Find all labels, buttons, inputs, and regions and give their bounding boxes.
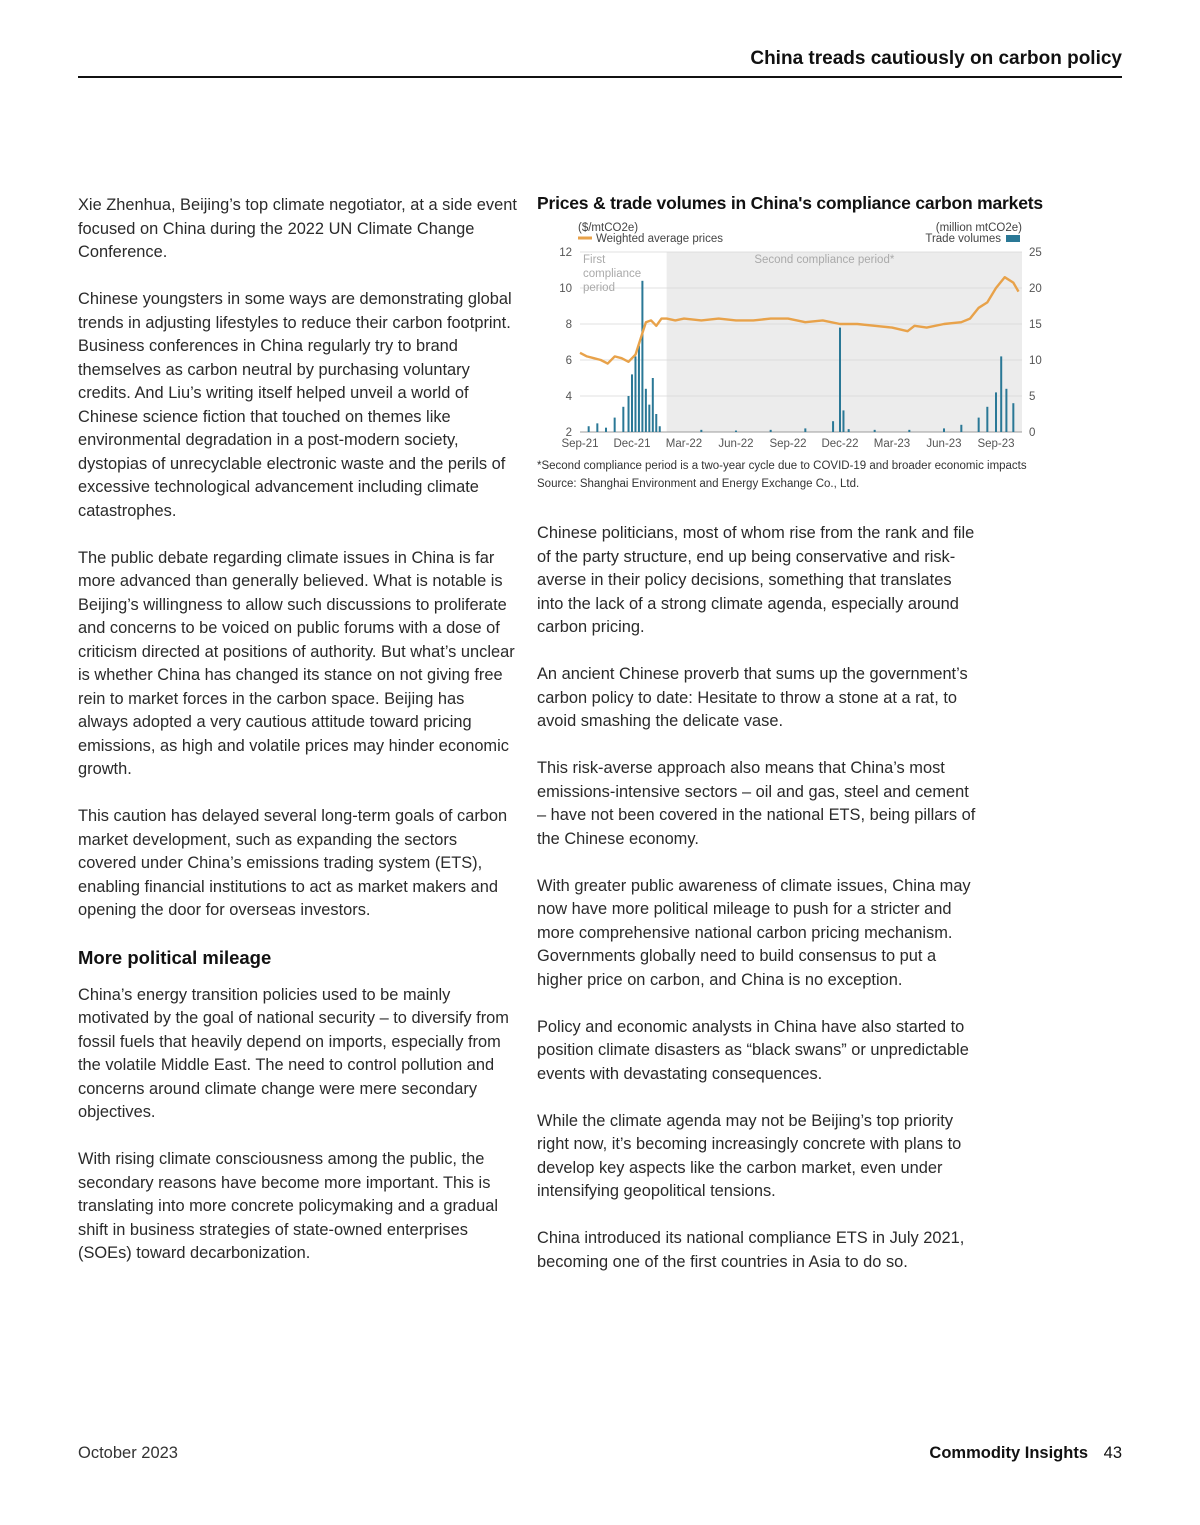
x-tick-label: Dec-22 bbox=[821, 438, 859, 450]
chart-title: Prices & trade volumes in China's compliance carbon markets bbox=[537, 193, 1043, 213]
left-tick-label: 10 bbox=[559, 283, 572, 295]
volume-bar bbox=[659, 426, 661, 432]
volume-bar bbox=[652, 378, 654, 432]
volume-bar bbox=[908, 430, 910, 432]
volume-bar bbox=[832, 421, 834, 432]
right-tick-label: 0 bbox=[1029, 427, 1036, 439]
volume-legend-label: Trade volumes bbox=[925, 233, 1001, 245]
volume-legend-swatch bbox=[1006, 235, 1020, 242]
volume-bar bbox=[995, 392, 997, 432]
paragraph: The public debate regarding climate issues in China is far more advanced than generally believed. What is notable is Beijing’s willingness to allow such discussions to proliferate and concerns to be voiced on public forums with a dose of criticism directed at positions of authority. But what’s unclear is whether China has changed its stance on not giving free rein to market forces in the carbon space. Beijing has always adopted a very cautious attitude toward pricing emissions, as high and volatile prices may hinder economic growth. bbox=[78, 548, 515, 778]
volume-bar bbox=[848, 429, 850, 432]
left-tick-label: 4 bbox=[565, 391, 572, 403]
paragraph: With rising climate consciousness among the public, the secondary reasons have become more important. This is translating into more concrete policymaking and a gradual shift in business strategies of state-owned enterprises (SOEs) toward decarbonization. bbox=[78, 1150, 499, 1262]
paragraph: China introduced its national compliance ETS in July 2021, becoming one of the first countries in Asia to do so. bbox=[537, 1229, 965, 1271]
volume-bar bbox=[978, 418, 980, 432]
volume-bar bbox=[804, 428, 806, 432]
volume-bar bbox=[614, 418, 616, 432]
volume-bar bbox=[960, 425, 962, 432]
first-period-label: compliance bbox=[583, 268, 642, 280]
volume-bar bbox=[631, 374, 633, 432]
left-axis-unit: ($/mtCO2e) bbox=[578, 222, 639, 234]
paragraph: Chinese youngsters in some ways are demonstrating global trends in adjusting lifestyles to reduce their carbon footprint. Business conferences in China regularly try to brand themselves as carbon neutral by purchasing voluntary credits. And Liu’s writing itself helped unveil a world of Chinese science fiction that touched on themes like environmental degradation in a post-modern society, dystopias of unrecyclable electronic waste and the perils of excessive technological advancement including climate catastrophes. bbox=[78, 290, 512, 520]
paragraph: This caution has delayed several long-term goals of carbon market development, such as expanding the sectors covered under China’s emissions trading system (ETS), enabling financial institutions to act as market makers and opening the door for overseas investors. bbox=[78, 807, 508, 919]
right-tick-label: 25 bbox=[1029, 247, 1042, 259]
volume-bar bbox=[700, 430, 702, 432]
second-period-shade bbox=[667, 252, 1022, 432]
right-axis-unit: (million mtCO2e) bbox=[935, 222, 1022, 234]
paragraph: With greater public awareness of climate issues, China may now have more political mileage to push for a stricter and more comprehensive national carbon pricing mechanism. Governments globally need to build consensus to put a higher price on carbon, and China is no exception. bbox=[537, 876, 971, 989]
volume-bar bbox=[622, 407, 624, 432]
right-tick-label: 20 bbox=[1029, 283, 1042, 295]
volume-bar bbox=[641, 281, 643, 432]
chart-source: Source: Shanghai Environment and Energy Exchange Co., Ltd. bbox=[537, 478, 860, 490]
volume-bar bbox=[1012, 403, 1014, 432]
volume-bar bbox=[588, 426, 590, 432]
carbon-market-chart bbox=[537, 218, 1042, 454]
paragraph: Policy and economic analysts in China have also started to position climate disasters as “black swans” or unpredictable events with devastating consequences. bbox=[537, 1017, 969, 1083]
volume-bar bbox=[634, 356, 636, 432]
left-tick-label: 12 bbox=[559, 247, 572, 259]
chart-footnote: *Second compliance period is a two-year cycle due to COVID-19 and broader economic impacts bbox=[537, 460, 1027, 472]
chart-notes bbox=[537, 457, 1027, 493]
volume-bar bbox=[645, 389, 647, 432]
right-column bbox=[537, 522, 977, 1298]
right-tick-label: 10 bbox=[1029, 355, 1042, 367]
x-tick-label: Mar-23 bbox=[873, 438, 911, 450]
x-tick-label: Jun-23 bbox=[926, 438, 962, 450]
volume-bar bbox=[638, 346, 640, 432]
paragraph: This risk-averse approach also means that China’s most emissions-intensive sectors – oil and gas, steel and cement – have not been covered in the national ETS, being pillars of the Chinese economy. bbox=[537, 759, 976, 848]
header-rule bbox=[78, 76, 1122, 78]
left-tick-label: 6 bbox=[565, 355, 572, 367]
volume-bar bbox=[839, 328, 841, 432]
right-tick-label: 5 bbox=[1029, 391, 1036, 403]
volume-bar bbox=[655, 414, 657, 432]
x-tick-label: Dec-21 bbox=[613, 438, 651, 450]
volume-bar bbox=[986, 407, 988, 432]
x-tick-label: Mar-22 bbox=[665, 438, 703, 450]
page-number: 43 bbox=[1103, 1444, 1122, 1462]
volume-bar bbox=[628, 396, 630, 432]
section-heading: More political mileage bbox=[78, 947, 272, 968]
volume-bar bbox=[1000, 356, 1002, 432]
first-period-label: period bbox=[583, 282, 615, 294]
volume-bar bbox=[943, 428, 945, 432]
paragraph: An ancient Chinese proverb that sums up the government’s carbon policy to date: Hesitate to throw a stone at a rat, to avoid smashing the delicate vase. bbox=[537, 665, 968, 730]
left-tick-label: 8 bbox=[565, 319, 572, 331]
price-legend-label: Weighted average prices bbox=[596, 233, 723, 245]
right-tick-label: 15 bbox=[1029, 319, 1042, 331]
volume-bar bbox=[770, 430, 772, 432]
paragraph: While the climate agenda may not be Beijing’s top priority right now, it’s becoming increasingly concrete with plans to develop key aspects like the carbon market, even under intensifying geopolitical tensions. bbox=[537, 1111, 962, 1200]
volume-bar bbox=[605, 428, 607, 432]
footer-date: October 2023 bbox=[78, 1444, 178, 1462]
volume-bar bbox=[596, 423, 598, 432]
x-tick-label: Sep-22 bbox=[769, 438, 807, 450]
footer-brand: Commodity Insights bbox=[929, 1444, 1088, 1462]
paragraph: China’s energy transition policies used to be mainly motivated by the goal of national security – to diversify from fossil fuels that heavily depend on imports, especially from the volatile Middle East. The need to control pollution and concerns around climate change were mere secondary objectives. bbox=[78, 985, 509, 1121]
volume-bar bbox=[842, 410, 844, 432]
volume-bar bbox=[874, 430, 876, 432]
x-tick-label: Sep-23 bbox=[977, 438, 1015, 450]
paragraph: Xie Zhenhua, Beijing’s top climate negotiator, at a side event focused on China during the 2022 UN Climate Change Conference. bbox=[78, 196, 517, 261]
volume-bar bbox=[735, 431, 737, 432]
left-column bbox=[78, 194, 518, 1289]
second-period-label: Second compliance period* bbox=[754, 254, 895, 266]
x-tick-label: Jun-22 bbox=[718, 438, 754, 450]
running-header-title: China treads cautiously on carbon policy bbox=[750, 48, 1122, 69]
volume-bar bbox=[648, 405, 650, 432]
volume-bar bbox=[1005, 389, 1007, 432]
left-tick-label: 2 bbox=[565, 427, 572, 439]
paragraph: Chinese politicians, most of whom rise from the rank and file of the party structure, end up being conservative and risk-averse in their policy decisions, something that translates into the lack of a strong climate agenda, especially around carbon pricing. bbox=[537, 524, 975, 636]
first-period-label: First bbox=[583, 254, 606, 266]
x-tick-label: Sep-21 bbox=[561, 438, 599, 450]
